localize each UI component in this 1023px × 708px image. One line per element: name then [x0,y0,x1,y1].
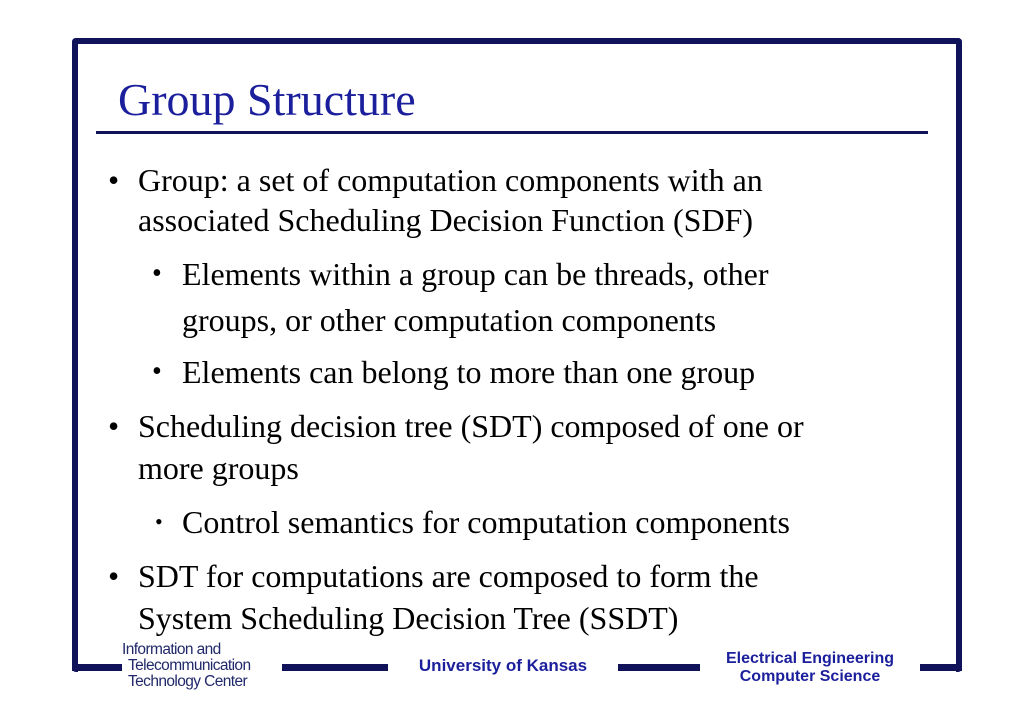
itc-logo-line: Technology Center [128,673,248,690]
bullet-marker: • [108,162,120,198]
sub-bullet-marker: • [155,509,163,534]
itc-logo-line: Telecommunication [128,657,251,674]
slide-frame-bottom-mid-right [618,664,700,671]
bullet-2-line-2: more groups [138,450,299,486]
sub-bullet-1-1-line-1: Elements within a group can be threads, other [182,256,769,292]
bullet-1-line-1: Group: a set of computation components with an [138,162,763,198]
itc-logo-line: Information and [122,641,221,658]
slide-frame-bottom-mid-left [276,664,388,671]
bullet-marker: • [108,558,120,594]
bullet-marker: • [108,408,120,444]
bullet-3-line-2: System Scheduling Decision Tree (SSDT) [138,600,679,636]
sub-bullet-marker: • [152,356,162,387]
footer-department-line: Electrical Engineering [725,650,895,667]
slide-frame-top [72,38,962,44]
slide-frame-bottom-right [920,664,962,671]
footer-university: University of Kansas [388,655,618,677]
slide-title: Group Structure [118,74,416,125]
title-underline [96,131,928,134]
sub-bullet-marker: • [152,258,162,289]
footer-department-line: Computer Science [739,668,881,685]
bullet-3-line-1: SDT for computations are composed to form the [138,558,759,594]
bullet-2-line-1: Scheduling decision tree (SDT) composed of one or [138,408,804,444]
slide-frame-left [72,38,78,672]
itc-logo [122,642,282,690]
sub-bullet-2-1-line-1: Control semantics for computation components [182,504,790,540]
slide-frame-right [956,38,962,672]
bullet-1-line-2: associated Scheduling Decision Function (SDF) [138,202,754,238]
sub-bullet-1-1-line-2: groups, or other computation components [182,302,717,338]
footer-department [700,650,920,686]
slide-frame-bottom-left [72,664,122,671]
sub-bullet-1-2-line-1: Elements can belong to more than one group [182,354,756,390]
